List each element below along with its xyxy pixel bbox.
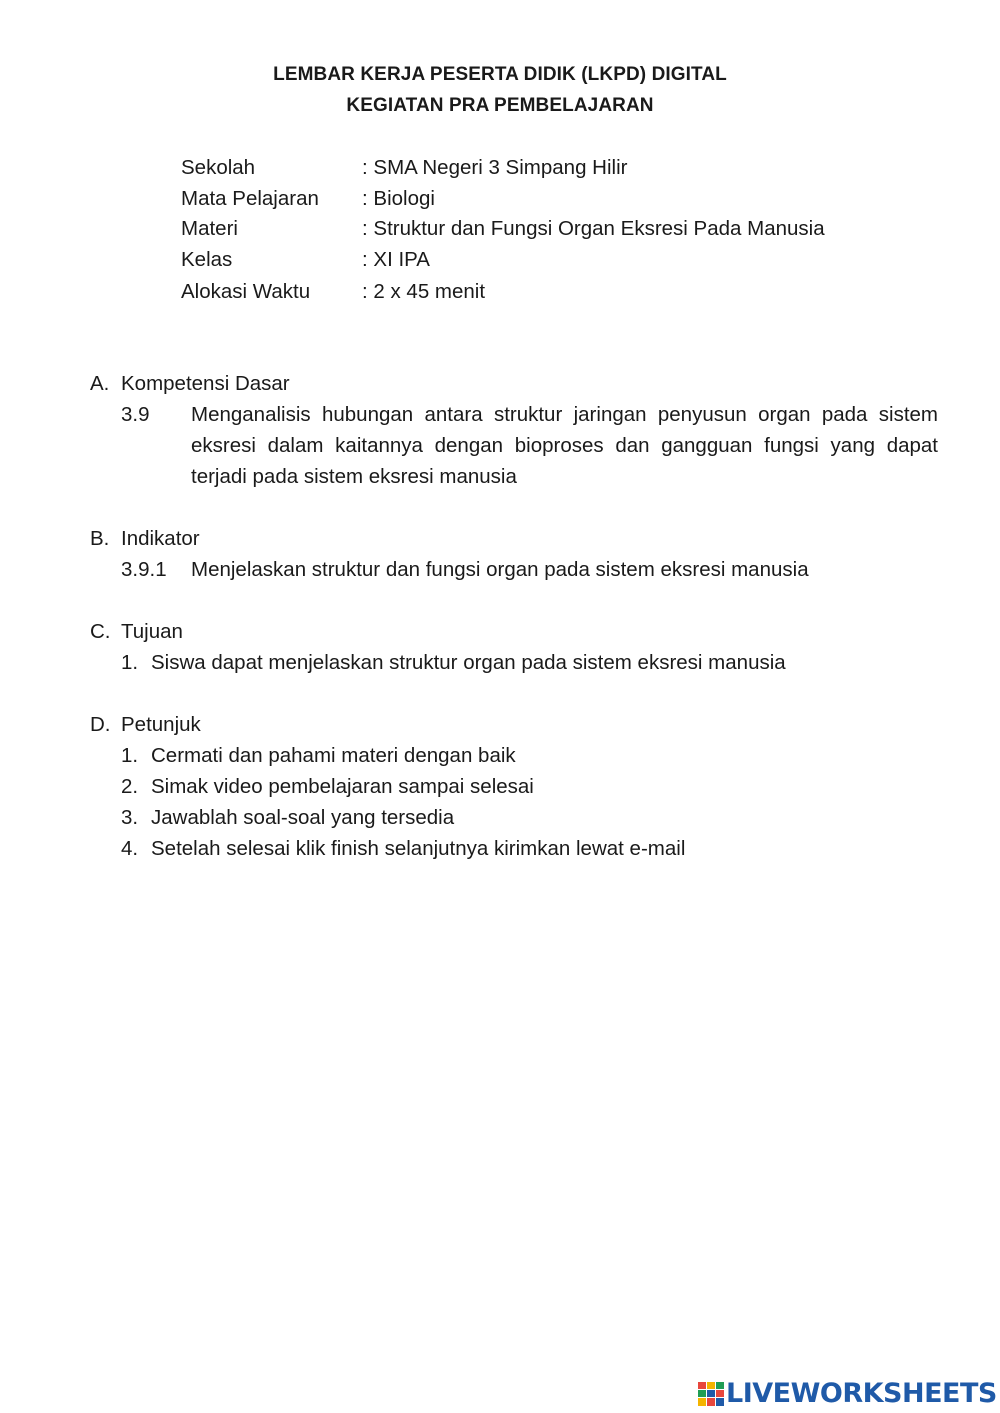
section-letter: D. <box>90 713 111 736</box>
list-item-number: 1. <box>121 651 139 674</box>
kd-text: Menganalisis hubungan antara struktur jaringan penyusun organ pada sistem eksresi dalam kaitannya dengan bioproses dan gangguan fungsi yang dapat terjadi pada sistem eksresi manusia <box>191 403 938 488</box>
info-value-materi: : Struktur dan Fungsi Organ Eksresi Pada Manusia <box>362 217 825 240</box>
info-value-sekolah: : SMA Negeri 3 Simpang Hilir <box>362 156 628 179</box>
section-letter: B. <box>90 527 110 550</box>
section-letter: C. <box>90 620 111 643</box>
info-value-mata-pelajaran: : Biologi <box>362 187 435 210</box>
section-letter: A. <box>90 372 110 395</box>
info-label-kelas: Kelas <box>181 248 233 271</box>
section-heading: Petunjuk <box>121 713 201 736</box>
info-label-mata-pelajaran: Mata Pelajaran <box>181 187 319 210</box>
list-item-number: 4. <box>121 837 139 860</box>
section-heading: Tujuan <box>121 620 183 643</box>
info-label-sekolah: Sekolah <box>181 156 256 179</box>
section-heading: Kompetensi Dasar <box>121 372 290 395</box>
info-label-materi: Materi <box>181 217 238 240</box>
list-item-number: 1. <box>121 744 139 767</box>
list-item: Setelah selesai klik finish selanjutnya kirimkan lewat e-mail <box>151 837 686 860</box>
info-value-kelas: : XI IPA <box>362 248 430 271</box>
list-item: Simak video pembelajaran sampai selesai <box>151 775 534 798</box>
liveworksheets-logo[interactable] <box>697 1378 997 1410</box>
kd-number: 3.9 <box>121 403 150 426</box>
indikator-number: 3.9.1 <box>121 558 167 581</box>
section-heading: Indikator <box>121 527 200 550</box>
list-item: Siswa dapat menjelaskan struktur organ pada sistem eksresi manusia <box>151 651 786 674</box>
info-value-alokasi-waktu: : 2 x 45 menit <box>362 280 486 303</box>
list-item-number: 2. <box>121 775 139 798</box>
liveworksheets-logo-icon <box>697 1380 725 1408</box>
document-subtitle: KEGIATAN PRA PEMBELAJARAN <box>346 95 654 116</box>
info-label-alokasi-waktu: Alokasi Waktu <box>181 280 311 303</box>
logo-text: LIVEWORKSHEETS <box>726 1378 997 1409</box>
list-item: Jawablah soal-soal yang tersedia <box>151 806 455 829</box>
document-title: LEMBAR KERJA PESERTA DIDIK (LKPD) DIGITAL <box>273 64 727 85</box>
list-item-number: 3. <box>121 806 139 829</box>
indikator-text: Menjelaskan struktur dan fungsi organ pada sistem eksresi manusia <box>191 558 809 581</box>
list-item: Cermati dan pahami materi dengan baik <box>151 744 516 767</box>
